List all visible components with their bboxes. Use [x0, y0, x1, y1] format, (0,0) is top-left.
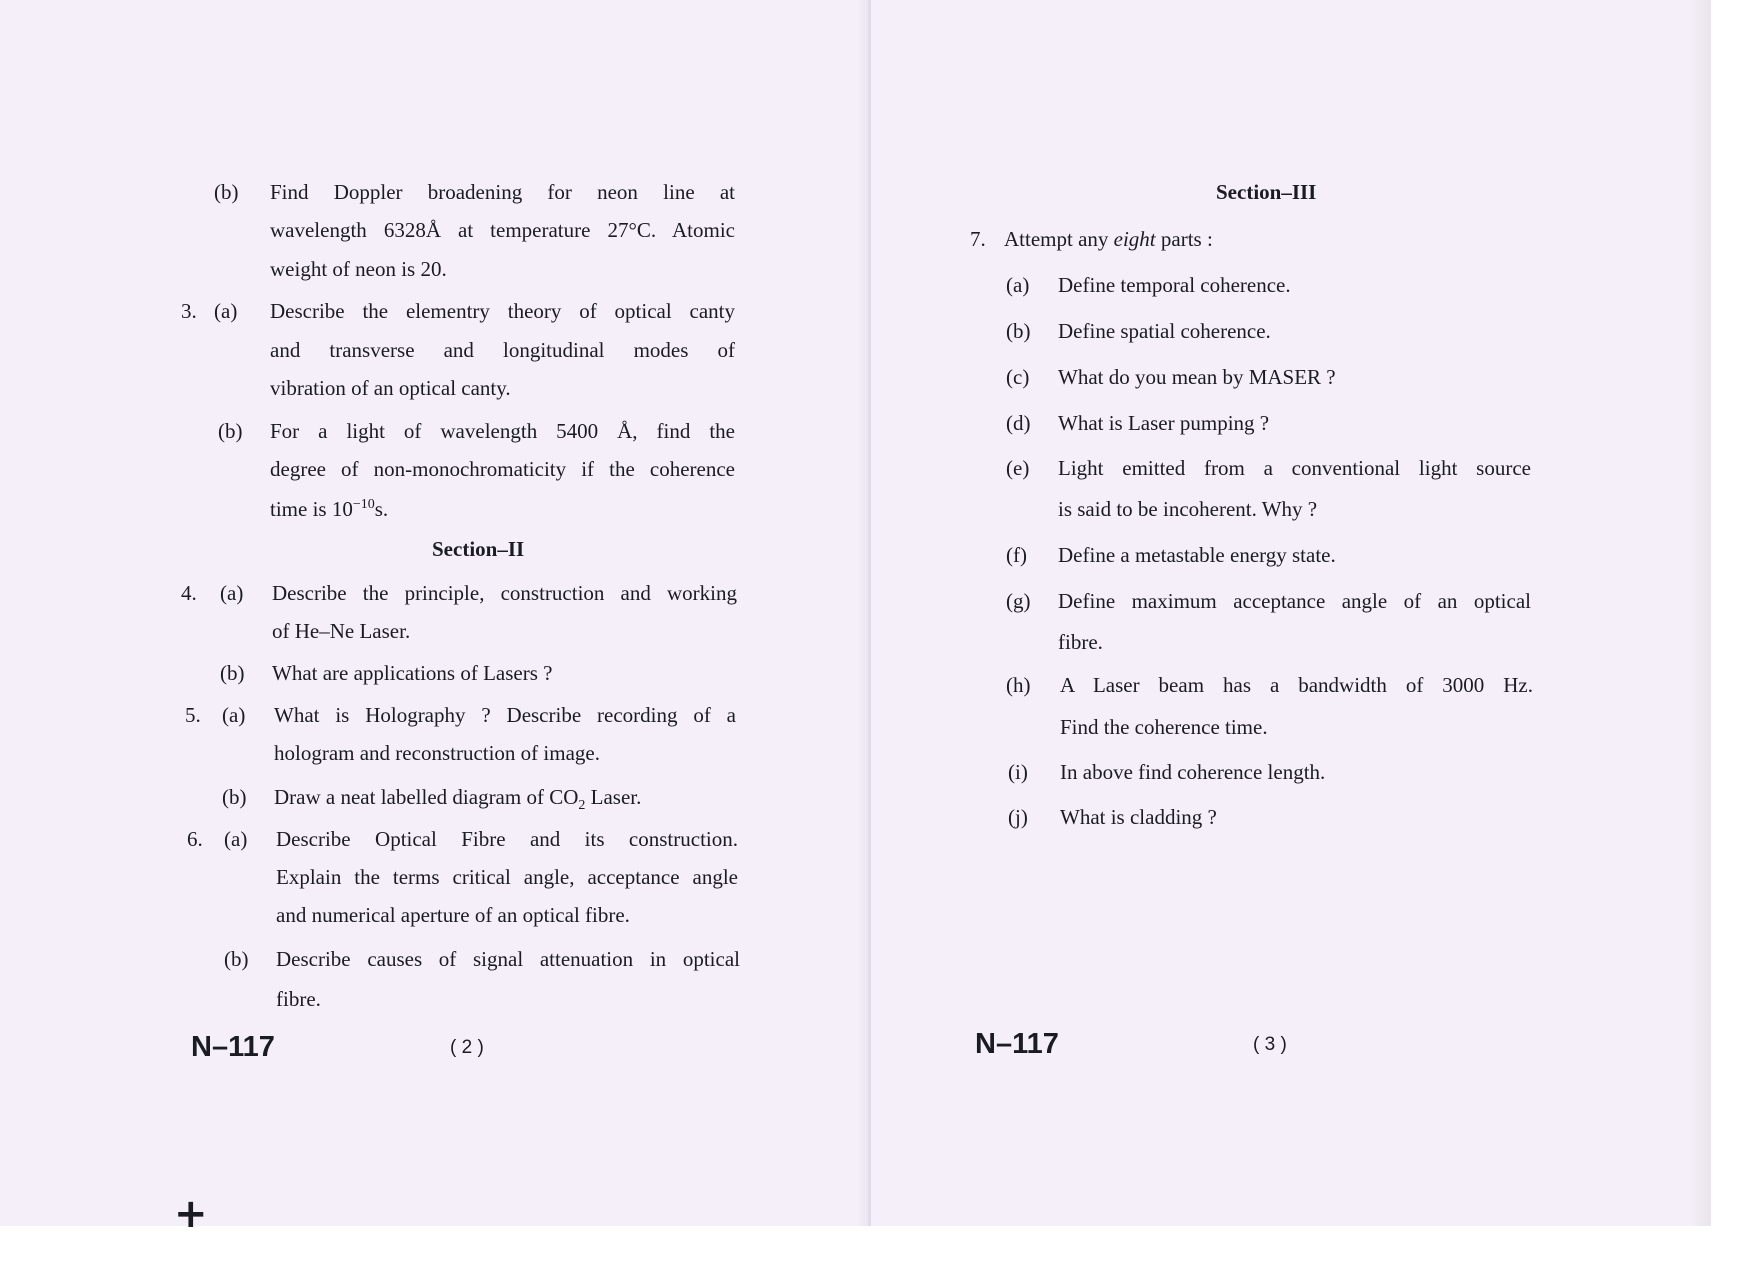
q5a-line-1: What is Holography ? Describe recording of a: [274, 703, 736, 727]
q7-part-text: What is cladding ?: [1060, 805, 1217, 829]
q5a-line-2: hologram and reconstruction of image.: [274, 741, 600, 765]
center-fold-shade: [858, 0, 868, 1226]
q4-number: 4.: [181, 581, 197, 605]
q2b-label: (b): [214, 180, 239, 204]
q7-part-label: (f): [1006, 543, 1027, 567]
q7-part-text: is said to be incoherent. Why ?: [1058, 497, 1318, 521]
q7-instruction-prefix: Attempt any: [1004, 227, 1114, 251]
q5b-label: (b): [222, 785, 247, 809]
q6-number: 6.: [187, 827, 203, 851]
q7-part-text: Define a metastable energy state.: [1058, 543, 1336, 567]
q4a-label: (a): [220, 581, 244, 605]
right-edge-shade: [1690, 0, 1711, 1226]
q6a-line-2: Explain the terms critical angle, acceptance angle: [276, 865, 738, 889]
q5b-prefix: Draw a neat labelled diagram of CO: [274, 785, 579, 809]
q2b-line-2: wavelength 6328Å at temperature 27°C. Atomic: [270, 218, 735, 242]
q3b-time-prefix: time is 10: [270, 497, 353, 521]
right-page-number: ( 3 ): [1253, 1034, 1287, 1055]
q3b-time-exponent: −10: [352, 497, 375, 512]
q3a-line-1: Describe the elementry theory of optical canty: [270, 299, 735, 323]
q5b-line: [274, 784, 642, 814]
scan-bottom-margin: [0, 1226, 1753, 1264]
q7-instruction: [1004, 226, 1213, 252]
q7-part-text: A Laser beam has a bandwidth of 3000 Hz.: [1060, 673, 1533, 697]
q6b-label: (b): [224, 947, 249, 971]
q5b-subscript: 2: [578, 798, 586, 814]
q3a-line-2: and transverse and longitudinal modes of: [270, 338, 735, 362]
q4a-line-1: Describe the principle, construction and working: [272, 581, 737, 605]
q7-part-label: (j): [1008, 805, 1028, 829]
q3-number: 3.: [181, 299, 197, 323]
q5a-label: (a): [222, 703, 246, 727]
q7-part-text: In above find coherence length.: [1060, 760, 1326, 784]
q6b-line-1: Describe causes of signal attenuation in optical: [276, 947, 740, 971]
q3b-time-suffix: s.: [374, 497, 389, 521]
q5b-suffix: Laser.: [585, 785, 642, 809]
q3a-label: (a): [214, 299, 238, 323]
q4b-label: (b): [220, 661, 245, 685]
q7-part-label: (b): [1006, 319, 1031, 343]
q3b-label: (b): [218, 419, 243, 443]
q7-instruction-suffix: parts :: [1155, 227, 1213, 251]
q7-part-label: (g): [1006, 589, 1031, 613]
q4a-line-2: of He–Ne Laser.: [272, 619, 411, 643]
q6b-line-2: fibre.: [276, 987, 321, 1011]
center-fold: [868, 0, 871, 1226]
q7-part-text: Define temporal coherence.: [1058, 273, 1291, 297]
left-footer-code: N–117: [191, 1031, 275, 1063]
q7-part-label: (h): [1006, 673, 1031, 697]
q7-part-text: fibre.: [1058, 630, 1103, 654]
q6a-line-3: and numerical aperture of an optical fibre.: [276, 903, 630, 927]
q7-number: 7.: [970, 227, 986, 251]
section-ii-heading: Section–II: [432, 537, 525, 561]
q7-part-text: Define maximum acceptance angle of an optical: [1058, 589, 1531, 613]
q7-instruction-emphasis: eight: [1113, 227, 1156, 251]
q3b-line-2: degree of non-monochromaticity if the coherence: [270, 457, 735, 481]
q7-part-text: What is Laser pumping ?: [1058, 411, 1270, 435]
q7-part-text: Light emitted from a conventional light source: [1058, 456, 1531, 480]
q2b-line-3: weight of neon is 20.: [270, 257, 447, 281]
q3b-line-1: For a light of wavelength 5400 Å, find the: [270, 419, 735, 443]
left-page-number: ( 2 ): [450, 1037, 484, 1058]
q4b-text: What are applications of Lasers ?: [272, 661, 553, 685]
q7-part-label: (d): [1006, 411, 1031, 435]
q6a-label: (a): [224, 827, 248, 851]
q7-part-label: (c): [1006, 365, 1030, 389]
right-footer-code: N–117: [975, 1028, 1059, 1060]
q7-part-text: Define spatial coherence.: [1058, 319, 1271, 343]
q3b-line-3: [270, 496, 388, 522]
q2b-line-1: Find Doppler broadening for neon line at: [270, 180, 735, 204]
q3a-line-3: vibration of an optical canty.: [270, 376, 511, 400]
q7-part-text: What do you mean by MASER ?: [1058, 365, 1336, 389]
q5-number: 5.: [185, 703, 201, 727]
q6a-line-1: Describe Optical Fibre and its construction.: [276, 827, 738, 851]
q7-part-label: (i): [1008, 760, 1028, 784]
q7-part-text: Find the coherence time.: [1060, 715, 1268, 739]
section-iii-heading: Section–III: [1216, 180, 1317, 204]
q7-part-label: (e): [1006, 456, 1030, 480]
q7-part-label: (a): [1006, 273, 1030, 297]
registration-mark: +: [174, 1191, 208, 1237]
